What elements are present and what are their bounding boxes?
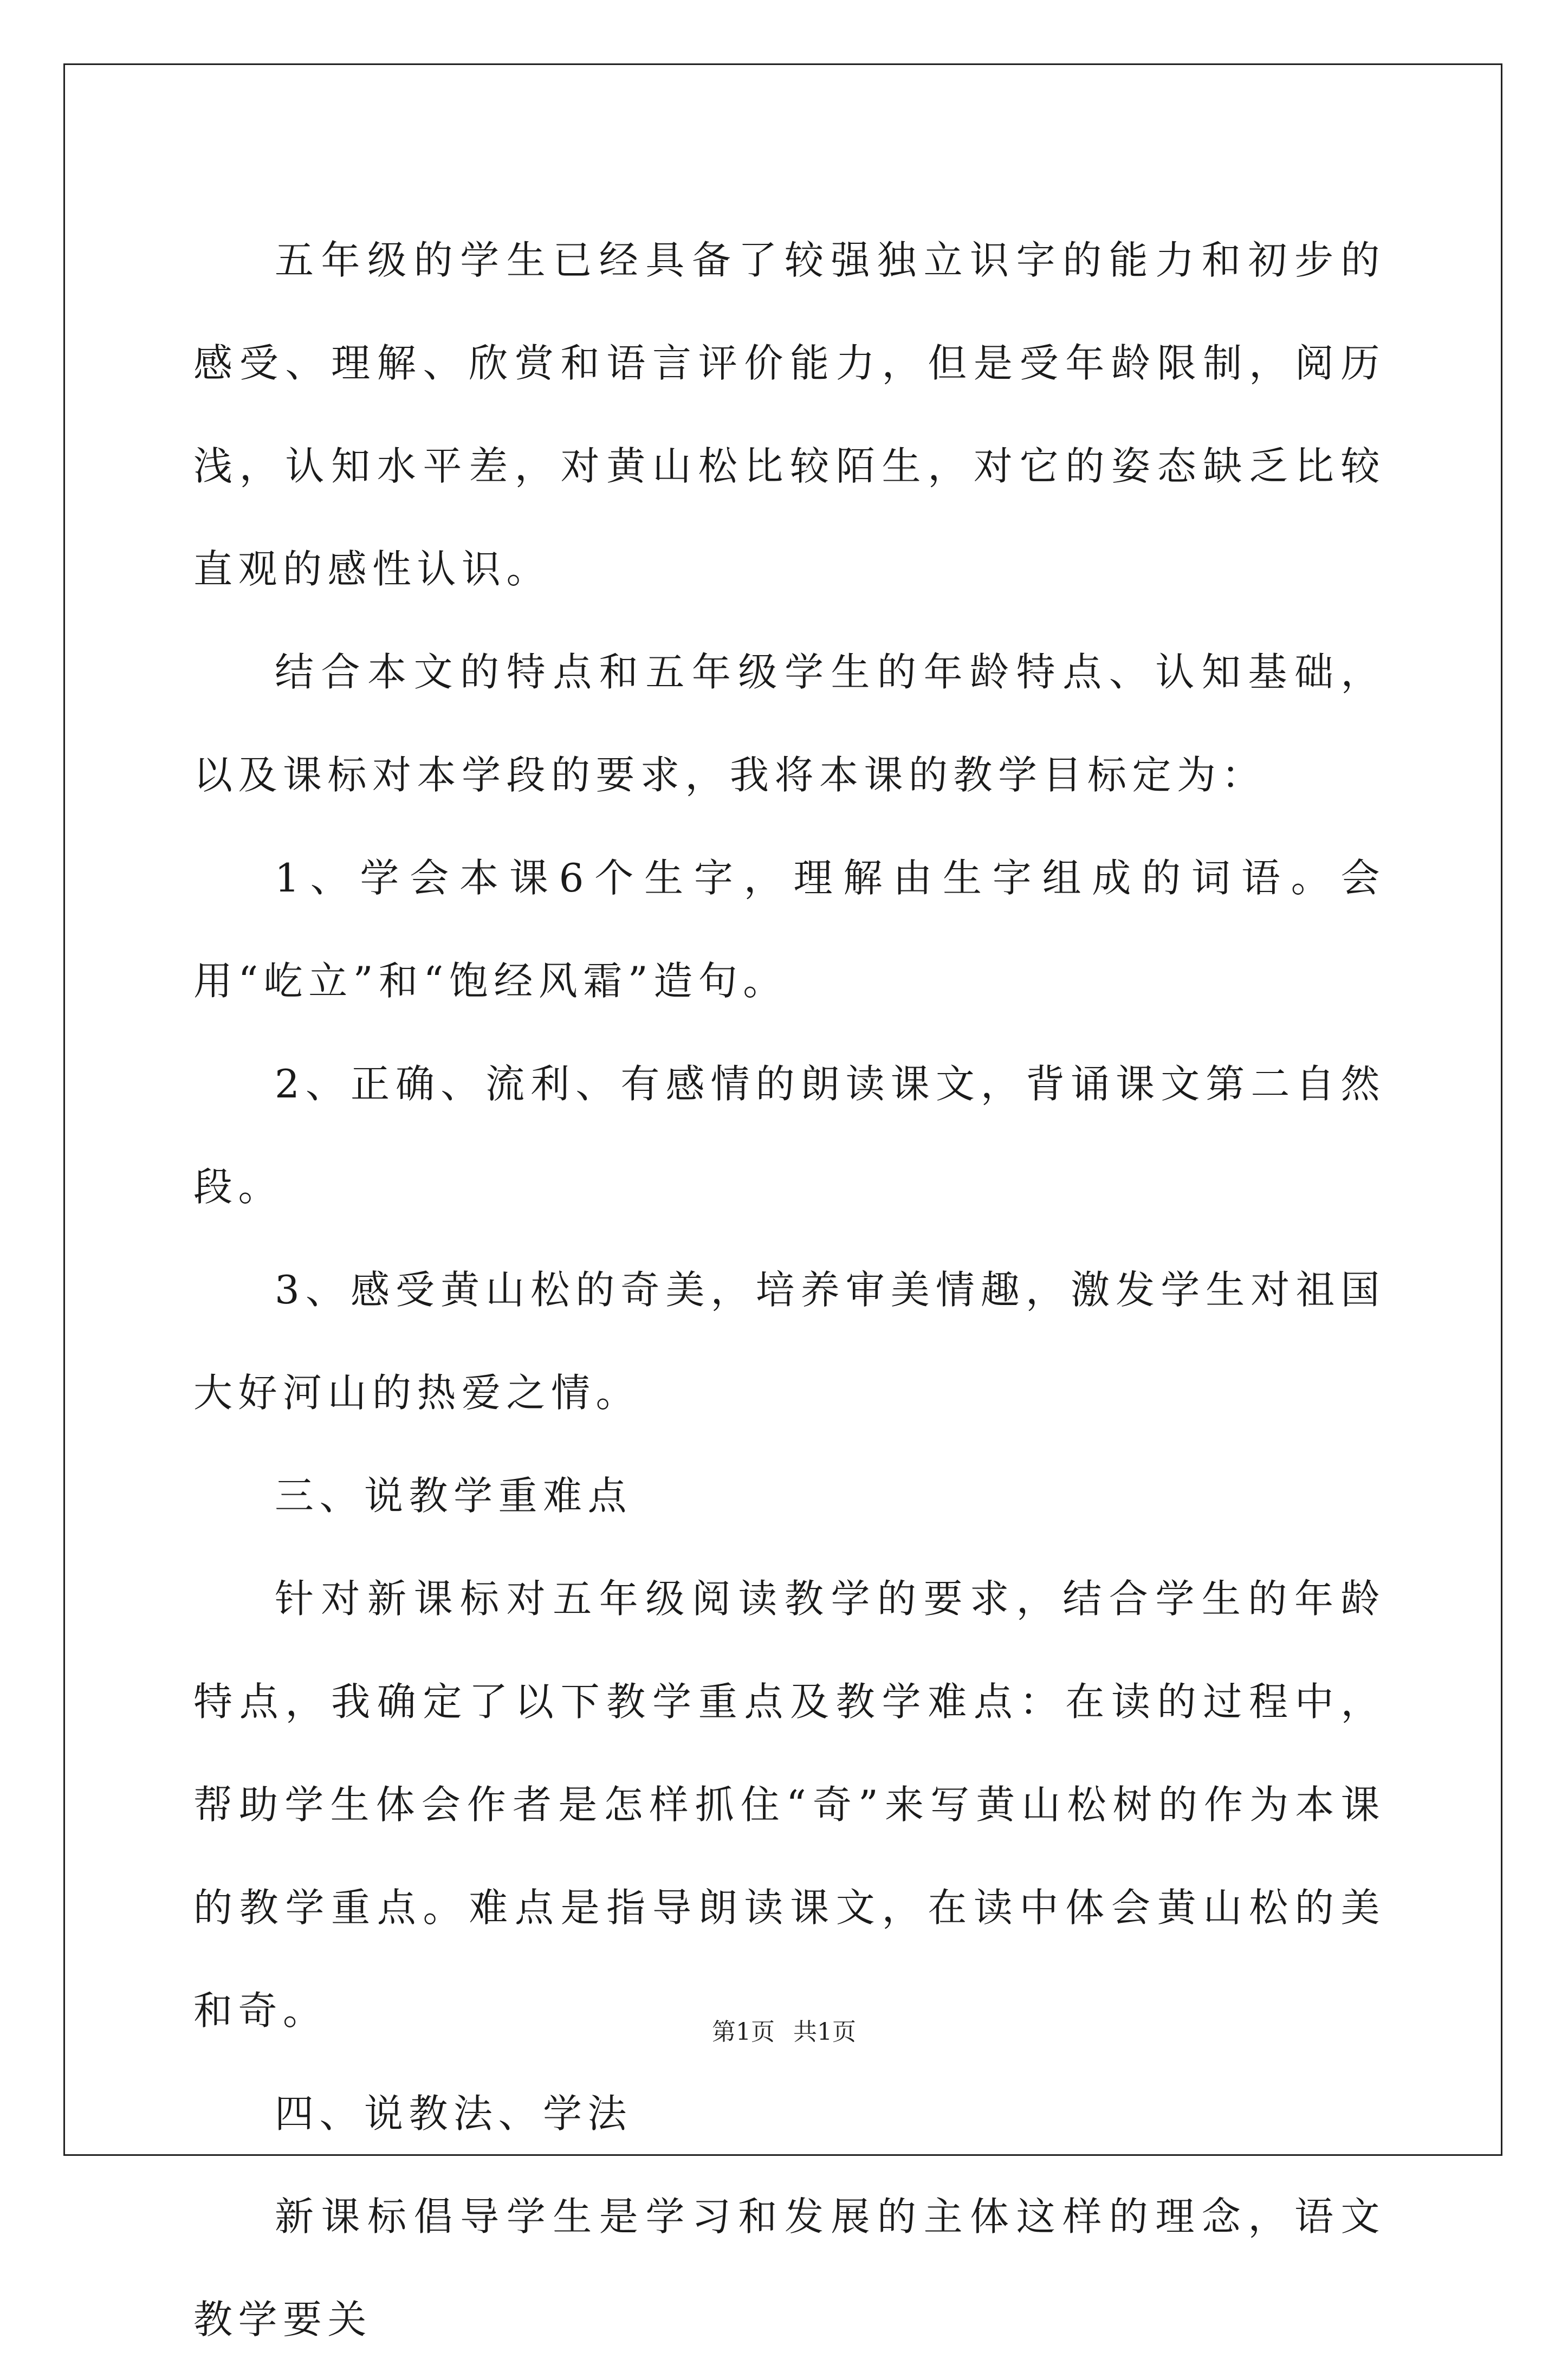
heading-methods: 四、说教法、学法 (275, 2091, 633, 2136)
heading-key-points: 三、说教学重难点 (275, 1473, 633, 1519)
paragraph-key-points: 针对新课标对五年级阅读教学的要求，结合学生的年龄特点，我确定了以下教学重点及教学难点：在读的过程中，帮助学生体会作者是怎样抓住“奇”来写黄山松树的作为本课的教学重点。难点是指导朗读课文，在读中体会黄山松的美和奇。 (193, 1576, 1385, 2033)
paragraph-methods: 新课标倡导学生是学习和发展的主体这样的理念，语文教学要关 (193, 2194, 1385, 2342)
paragraph-student-analysis: 五年级的学生已经具备了较强独立识字的能力和初步的感受、理解、欣赏和语言评价能力，但是受年龄限制，阅历浅，认知水平差，对黄山松比较陌生，对它的姿态缺乏比较直观的感性认识。 (193, 237, 1385, 592)
paragraph-goal-3: 3、感受黄山松的奇美，培养审美情趣，激发学生对祖国大好河山的热爱之情。 (193, 1267, 1385, 1416)
paragraph-goal-2: 2、正确、流利、有感情的朗读课文，背诵课文第二自然段。 (193, 1061, 1385, 1210)
page-number: 第1页 (712, 2018, 775, 2046)
paragraph-goal-intro: 结合本文的特点和五年级学生的年龄特点、认知基础，以及课标对本学段的要求，我将本课的教学目标定为： (193, 649, 1385, 798)
paragraph-goal-1: 1、学会本课6个生字，理解由生字组成的词语。会用“屹立”和“饱经风霜”造句。 (193, 855, 1385, 1004)
total-pages: 共1页 (793, 2018, 856, 2046)
page-footer (0, 2016, 1568, 2049)
